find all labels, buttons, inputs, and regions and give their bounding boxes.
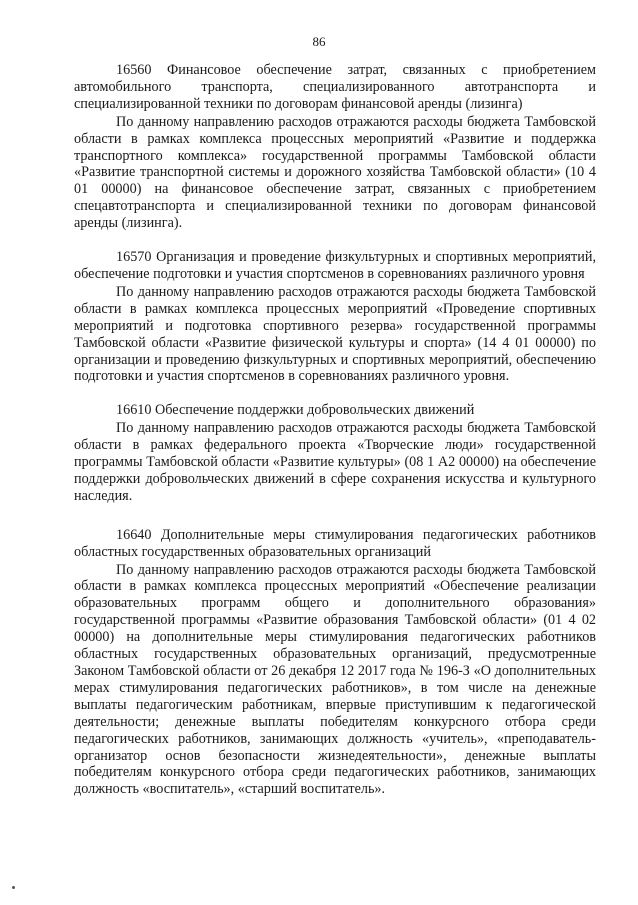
section-body: По данному направлению расходов отражаются расходы бюджета Тамбовской области в рамках комплекса процессных мероприятий «Проведение спортивных мероприятий и подготовка спортивного резерва» государственной программы Тамбовской области «Развитие физической культуры и спорта» (14 4 01 00000) по организации и проведению физкультурных и спортивных мероприятий, обеспечению подготовки и участия спортсменов в соревнованиях различного уровня. (74, 283, 596, 385)
section-heading: 16640 Дополнительные меры стимулирования педагогических работников областных государственных образовательных организаций (74, 526, 596, 560)
section-16570 (74, 249, 596, 385)
section-heading: 16610 Обеспечение поддержки добровольческих движений (116, 402, 475, 419)
section-heading: 16570 Организация и проведение физкультурных и спортивных мероприятий, обеспечение подготовки и участия спортсменов в соревнованиях различного уровня (74, 249, 596, 282)
page-number: 86 (312, 34, 326, 49)
section-16610 (74, 402, 596, 504)
document-body (74, 62, 596, 798)
section-16640 (74, 527, 596, 799)
section-heading: 16560 Финансовое обеспечение затрат, связанных с приобретением автомобильного транспорта, специализированного автотранспорта и специализированной техники по договорам финансовой аренды (лизинга) (74, 62, 596, 112)
section-16560 (74, 62, 596, 232)
section-body: По данному направлению расходов отражаются расходы бюджета Тамбовской области в рамках федерального проекта «Творческие люди» государственной программы Тамбовской области «Развитие культуры» (08 1 А2 00000) на обеспечение поддержки добровольческих движений в сфере сохранения искусства и культурного наследия. (74, 420, 596, 504)
section-body: По данному направлению расходов отражаются расходы бюджета Тамбовской области в рамках комплекса процессных мероприятий «Обеспечение реализации образовательных программ общего и дополнительного образования» государственной программы «Развитие образования Тамбовской области» (01 4 02 00000) на дополнительные меры стимулирования педагогических работников областных государственных образовательных организаций, предусмотренные Законом Тамбовской области от 26 декабря 12 2017 года № 196-З «О дополнительных мерах стимулирования педагогических работников», в том числе на денежные выплаты педагогическим работникам, впервые приступившим к педагогической деятельности; денежные выплаты победителям конкурсного отбора среди педагогических работников, занимающих должность «учитель», «преподаватель-организатор основ безопасности жизнедеятельности», денежные выплаты победителям конкурсного отбора среди педагогических работников, занимающих должность «воспитатель», «старший воспитатель». (74, 561, 596, 798)
section-body: По данному направлению расходов отражаются расходы бюджета Тамбовской области в рамках комплекса процессных мероприятий «Развитие и поддержка транспортного комплекса» государственной программы Тамбовской области «Развитие транспортной системы и дорожного хозяйства Тамбовской области» (10 4 01 00000) на финансовое обеспечение затрат, связанных с приобретением спецавтотранспорта и специализированной техники по договорам финансовой аренды (лизинга). (74, 113, 596, 232)
scan-speck (12, 886, 15, 889)
